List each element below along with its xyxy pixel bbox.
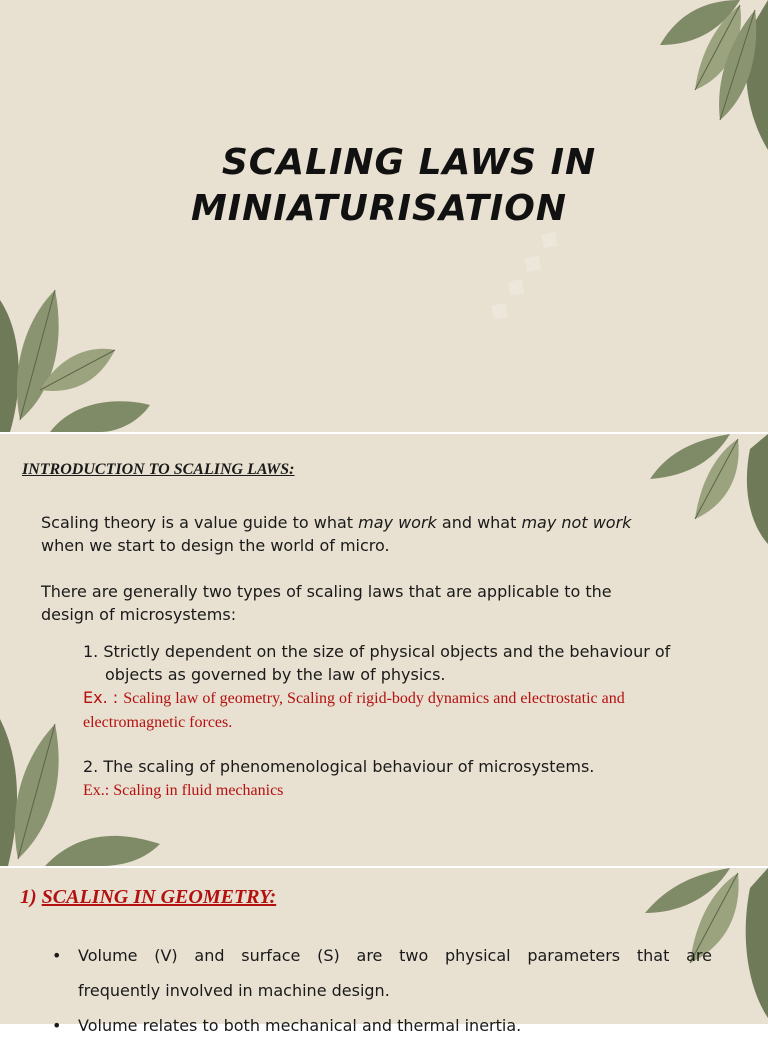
paragraph-scaling-theory [41,511,741,557]
bullet-icon: • [52,946,62,965]
section-heading: INTRODUCTION TO SCALING LAWS: [22,461,295,478]
paragraph-text: Scaling theory is a value guide to what [41,513,359,532]
section-heading [20,886,276,909]
list-item-1 [83,640,763,686]
bullet-text: Volume (V) and surface (S) are two physical parameters that are [78,946,712,965]
leaf-decoration-top-right [600,0,768,150]
watermark: ◆ ◆ ◆ ◆ [480,222,567,328]
example-1 [83,686,763,734]
bullet-icon: • [52,1016,62,1035]
leaf-decoration-bottom-left [0,270,180,432]
emphasis-text: may work [358,513,437,532]
intro-slide [0,434,768,866]
example-2 [83,778,763,802]
example-text: Scaling in fluid mechanics [113,782,284,799]
paragraph-text: when we start to design the world of micro. [41,536,390,555]
example-label: Ex.: [83,782,114,799]
geometry-slide [0,868,768,1035]
list-item-text: 1. Strictly dependent on the size of physical objects and the behaviour of [83,642,671,661]
title-line-2: MINIATURISATION [190,188,568,229]
example-label: Ex. : [83,688,124,707]
heading-text: SCALING IN GEOMETRY: [41,886,277,908]
emphasis-text: may not work [521,513,632,532]
paragraph-text: design of microsystems: [41,605,237,624]
example-text: electromagnetic forces. [83,714,233,731]
title-slide [0,0,768,432]
paragraph-types [41,580,741,626]
bullet-text: frequently involved in machine design. [78,981,390,1000]
paragraph-text: and what [436,513,522,532]
paragraph-text: There are generally two types of scaling laws that are applicable to the [41,582,612,601]
title-line-1: SCALING LAWS IN [221,142,597,183]
heading-number: 1) [20,886,42,908]
bullet-item [78,938,712,1008]
list-item-text: objects as governed by the law of physics. [105,665,446,684]
list-item-2: 2. The scaling of phenomenological behaviour of microsystems. [83,757,595,776]
bullet-item: Volume relates to both mechanical and thermal inertia. [78,1016,522,1035]
slide-title [0,140,768,232]
example-text: Scaling law of geometry, Scaling of rigid-body dynamics and electrostatic and [123,690,625,707]
